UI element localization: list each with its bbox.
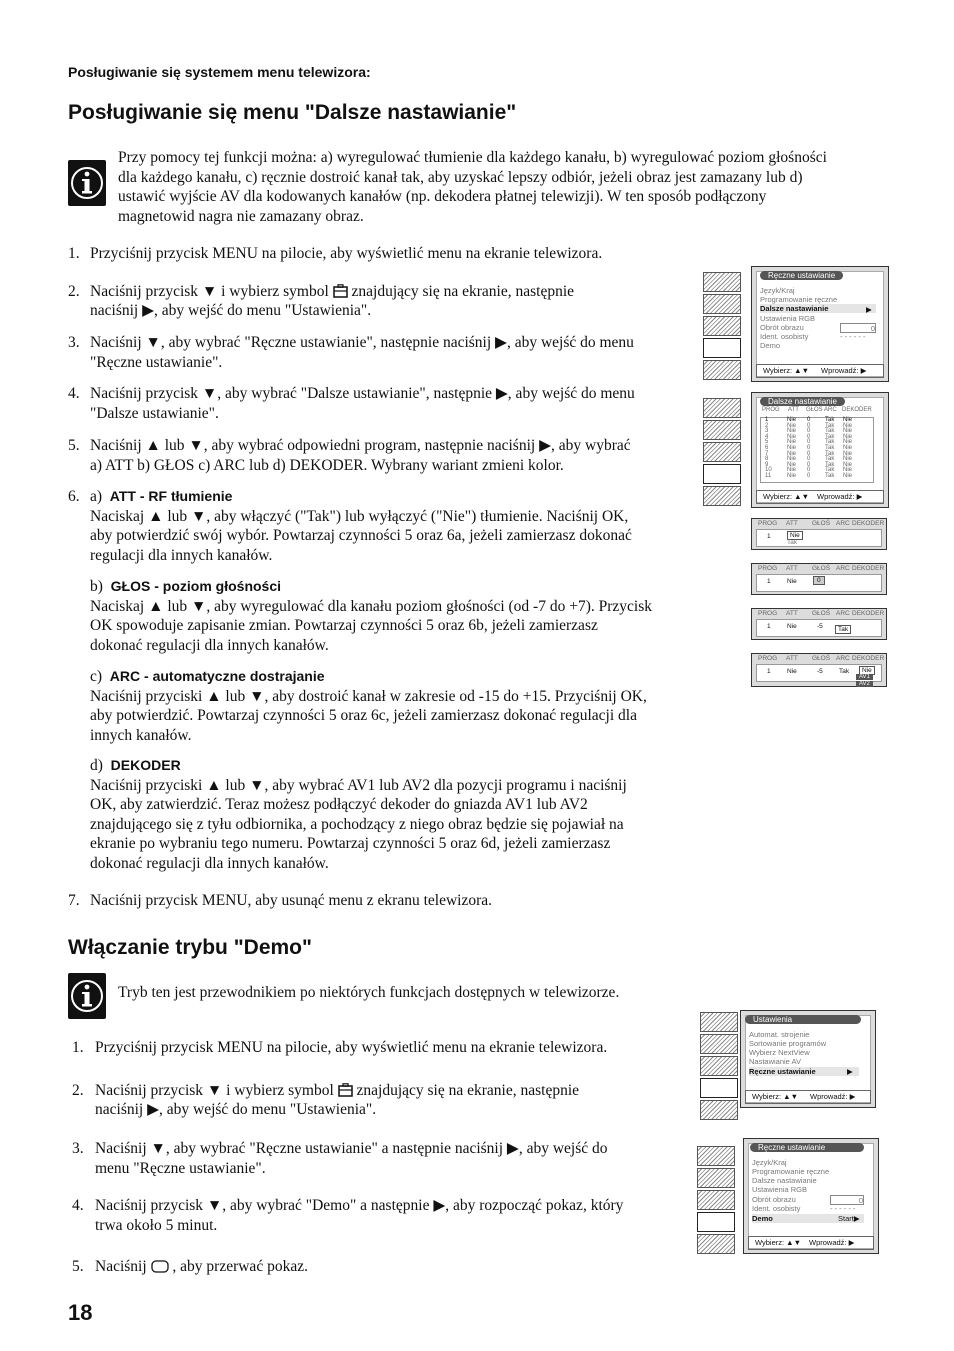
features-tab-icon [703,316,741,336]
screen-strip-arc: PROG ATT GŁOŚ ARC DEKODER 1 Nie -5 Tak [751,608,887,640]
running-header: Posługiwanie się systemem menu telewizora: [68,64,371,80]
table-row: 9 Nie 0 Tak Nie [765,461,853,468]
table-row: 4 Nie 0 Tak Nie [765,433,853,440]
sound-tab-icon [703,294,741,314]
table-row: 7 Nie 0 Tak Nie [765,450,853,457]
table-row: 8 Nie 0 Tak Nie [765,456,853,463]
screen-strip-att: PROG ATT GŁOŚ ARC DEKODER 1 Nie Tak [751,518,887,550]
settings-tab-icon [703,338,741,358]
step-7-text: Naciśnij przycisk MENU, aby usunąć menu z ekranu telewizora. [90,892,493,909]
screen-strip-decoder: PROG ATT GŁOŚ ARC DEKODER 1 Nie -5 Tak Nie AV1 AV2 [751,653,887,687]
menu-tabs [700,1012,742,1122]
page-number: 18 [68,1300,93,1325]
tv-screen-manual-setup-demo: Ręczne ustawianie Język/Kraj Programowanie ręczne Dalsze nastawianie Ustawienia RGB Obrót obrazu 0 Ident. osobisty - - - - - - Demo Start▶ Wybierz: ▲▼ Wprowadź: ▶ [743,1138,879,1254]
demo-step-2-text: Naciśnij przycisk ▼ i wybierz symbol znajdujący się na ekranie, następnie [95,1081,579,1103]
demo-intro-text: Tryb ten jest przewodnikiem po niektórych funkcjach dostępnych w telewizorze. [118,984,620,1001]
menu-tabs [703,272,745,382]
step-6a: a) ATT - RF tłumienie Naciskaj ▲ lub ▼, aby włączyć ("Tak") lub wyłączyć ("Nie") tłumienie. Naciśnij OK, aby potwierdzić swój wybór. Powtarzaj czynności 5 oraz 6a, jeżeli zamierzasz dokonać regulacji dla innych kanałów. [90,488,632,564]
demo-step-5-text: Naciśnij , aby przerwać pokaz. [95,1257,308,1279]
info-icon [68,160,106,206]
table-row: 10 Nie 0 Tak Nie [765,467,853,474]
step-3-text: Naciśnij ▼, aby wybrać "Ręczne ustawianie", następnie naciśnij ▶, aby wejść do menu "Ręczne ustawianie". [90,334,634,371]
table-row: 3 Nie 0 Tak Nie [765,428,853,435]
step-6d: d) DEKODER Naciśnij przyciski ▲ lub ▼, aby wybrać AV1 lub AV2 dla pozycji programu i naciśnij OK, aby zatwierdzić. Teraz możesz podłączyć dekoder do gniazda AV1 lub AV2 znajdującego się z tyłu odbiornika, a pochodzący z niego obraz będzie się pojawiał na ekranie po wybraniu tego numeru. Powtarzaj czynności 5 oraz 6d, jeżeli zamierzasz dokonać regulacji dla innych kanałów. [90,757,627,872]
screen-strip-volume: PROG ATT GŁOŚ ARC DEKODER 1 Nie 0 [751,563,887,595]
table-row: 2 Nie 0 Tak Nie [765,422,853,429]
step-4-text: Naciśnij przycisk ▼, aby wybrać "Dalsze ustawianie", następnie ▶, aby wejść do menu "Dalsze ustawianie". [90,385,635,422]
picture-tab-icon [703,272,741,292]
tv-button-icon [151,1259,169,1279]
table-row: 5 Nie 0 Tak Nie [765,439,853,446]
step-1-text: Przyciśnij przycisk MENU na pilocie, aby wyświetlić menu na ekranie telewizora. [90,245,603,262]
section-title-demo: Włączanie trybu "Demo" [68,936,312,959]
step-6c: c) ARC - automatyczne dostrajanie Naciśnij przyciski ▲ lub ▼, aby dostroić kanał w zakresie od -15 do +15. Przyciśnij OK, aby potwierdzić. Powtarzaj czynności 5 oraz 6c, jeżeli zamierzasz dokonać regulacji dla innych kanałów. [90,668,647,744]
demo-step-1-text: Przyciśnij przycisk MENU na pilocie, aby wyświetlić menu na ekranie telewizora. [95,1039,608,1056]
menu-tabs [697,1146,739,1256]
nextview-tab-icon [703,360,741,380]
step-2-text: Naciśnij przycisk ▼ i wybierz symbol znajdujący się na ekranie, następnie [90,282,574,304]
section-title-further-settings: Posługiwanie się menu "Dalsze nastawianie" [68,101,517,124]
table-row: 11 Nie 0 Tak Nie [765,472,853,479]
tv-screen-manual-setup: Ręczne ustawianie Język/Kraj Programowanie ręczne Dalsze nastawianie ▶ Ustawienia RGB Obrót obrazu 0 Ident. osobisty - - - - - - Demo Wybierz: ▲▼ Wprowadź: ▶ [751,266,889,382]
demo-step-3-text: Naciśnij ▼, aby wybrać "Ręczne ustawianie" a następnie naciśnij ▶, aby wejść do menu "Ręczne ustawianie". [95,1140,608,1177]
menu-tabs [703,398,745,508]
table-row: 6 Nie 0 Tak Nie [765,444,853,451]
demo-step-4-text: Naciśnij przycisk ▼, aby wybrać "Demo" a następnie ▶, aby rozpocząć pokaz, który trwa około 5 minut. [95,1197,624,1234]
intro-text: Przy pomocy tej funkcji można: a) wyregulować tłumienie dla każdego kanału, b) wyregulować poziom głośności dla każdego kanału, c) ręcznie dostroić kanał tak, aby uzyskać lepszy odbiór, jeżeli obraz jest zamazany lub d) ustawić wyjście AV dla kodowanych kanałów (np. dekodera płatnej telewizji). W ten sposób podłączony magnetowid nagra nie zamazany obraz. [118,149,827,225]
tv-screen-settings: Ustawienia Automat. strojenie Sortowanie programów Wybierz NextView Nastawianie AV Ręczne ustawianie ▶ Wybierz: ▲▼ Wprowadź: ▶ [740,1010,876,1108]
table-row: 1 Nie 0 Tak Nie [765,417,853,423]
step-6b: b) GŁOS - poziom głośności Naciskaj ▲ lub ▼, aby wyregulować dla kanału poziom głośności (od -7 do +7). Przycisk OK spowoduje zapisanie zmian. Powtarzaj czynności 5 oraz 6b, jeżeli zamierzasz dokonać regulacji dla innych kanałów. [90,578,652,654]
info-icon [68,973,106,1019]
tv-screen-further-settings: Dalsze nastawianie PROG ATT GŁOŚ ARC DEKODER 1 Nie 0 Tak Nie 2 Nie 0 Tak Nie 3 Nie 0 Tak Nie 4 Nie 0 Tak Nie 5 Nie 0 Tak Nie 6 Nie 0 Tak Nie 7 Nie 0 Tak Nie 8 Nie 0 Tak Nie 9 Nie 0 Tak Nie 10 Nie 0 Tak Nie 11 Nie 0 Tak Nie Wybierz: ▲▼ Wprowadź: ▶ [751,392,889,508]
step-5-text: Naciśnij ▲ lub ▼, aby wybrać odpowiedni program, następnie naciśnij ▶, aby wybrać a) ATT b) GŁOS c) ARC lub d) DEKODER. Wybrany wariant zmieni kolor. [90,437,631,474]
